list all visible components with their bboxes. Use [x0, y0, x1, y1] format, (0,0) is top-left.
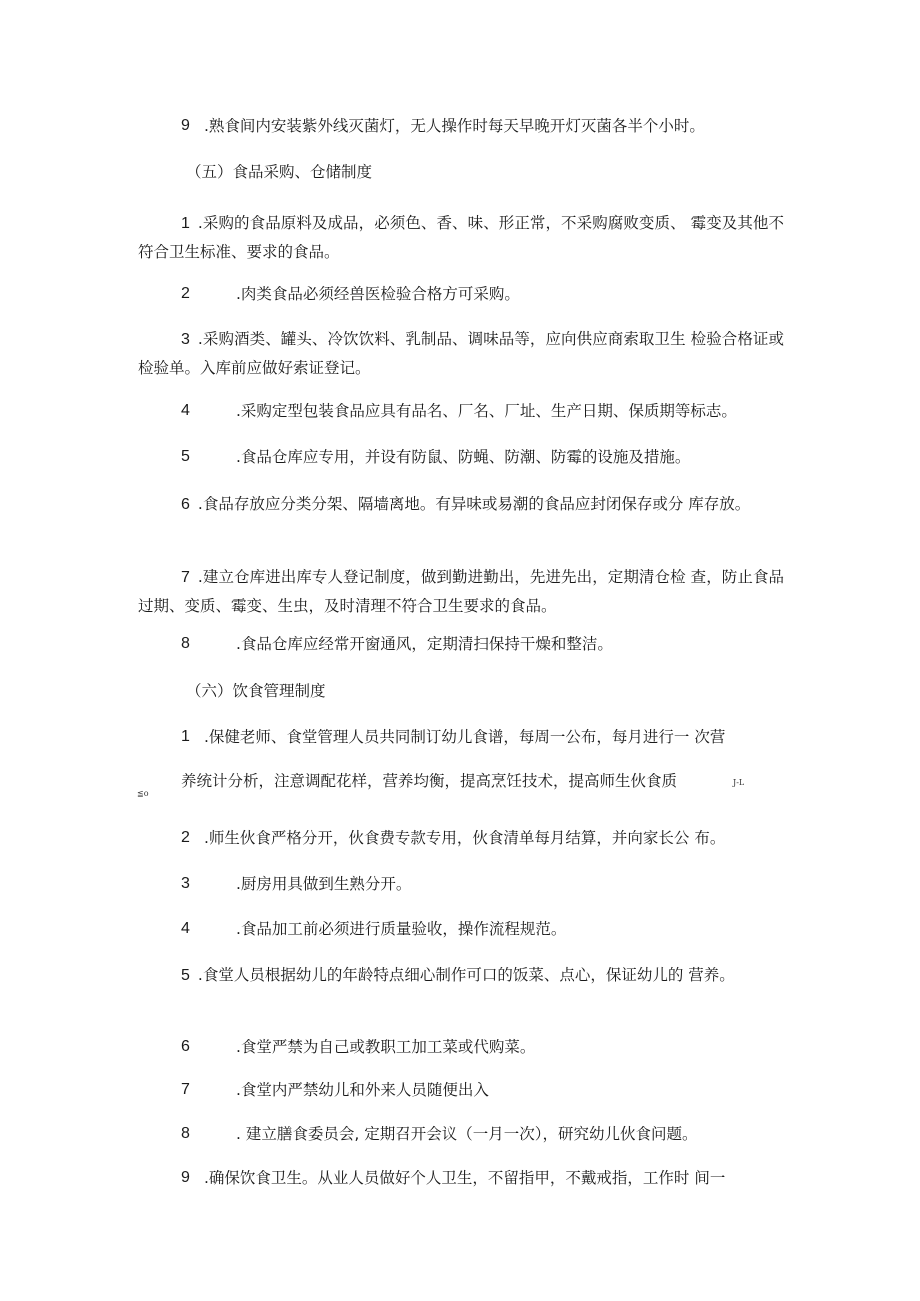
item-text: .采购定型包装食品应具有品名、厂名、厂址、生产日期、保质期等标志。: [236, 402, 737, 420]
section-heading: （六）饮食管理制度: [186, 682, 326, 700]
item-number: 5: [181, 448, 190, 465]
item-number: 7: [181, 569, 190, 586]
paragraph: [138, 563, 784, 621]
item-number: 1: [181, 215, 190, 232]
item-text: .食堂内严禁幼儿和外来人员随便出入: [236, 1081, 489, 1099]
item-number: 3: [181, 331, 190, 348]
item-text: .肉类食品必须经兽医检验合格方可采购。: [236, 285, 520, 303]
item-text: .采购酒类、罐头、冷饮饮料、乳制品、调味品等，应向供应商索取卫生 检验合格证或检验单。入库前应做好索证登记。: [138, 330, 784, 377]
section-heading: （五）食品采购、仓储制度: [186, 163, 373, 181]
item-text: .确保饮食卫生。从业人员做好个人卫生，不留指甲，不戴戒指，工作时 间一: [204, 1169, 726, 1187]
item-text: .师生伙食严格分开，伙食费专款专用，伙食清单每月结算，并向家长公 布。: [204, 829, 726, 847]
item-number: 5: [181, 967, 190, 984]
scan-artifact: ≦o: [137, 789, 149, 798]
scan-artifact: J-L: [733, 778, 745, 787]
item-number: 8: [181, 1125, 190, 1142]
item-text: .熟食间内安装紫外线灭菌灯，无人操作时每天早晚开灯灭菌各半个小时。: [204, 117, 705, 135]
paragraph: [138, 961, 784, 990]
item-number: 9: [181, 117, 190, 134]
item-number: 1: [181, 728, 190, 745]
paragraph: [138, 490, 784, 519]
item-text: .建立仓库进出库专人登记制度，做到勤进勤出，先进先出，定期清仓检 查，防止食品过期、变质、霉变、生虫，及时清理不符合卫生要求的食品。: [138, 568, 784, 615]
item-text: .食品仓库应专用，并设有防鼠、防蝇、防潮、防霉的设施及措施。: [236, 448, 691, 466]
paragraph: [138, 325, 784, 383]
item-number: 4: [181, 920, 190, 937]
item-number: 9: [181, 1169, 190, 1186]
item-number: 7: [181, 1081, 190, 1098]
item-text: .保健老师、食堂管理人员共同制订幼儿食谱，每周一公布，每月进行一 次营: [204, 728, 726, 746]
item-text: .食堂人员根据幼儿的年龄特点细心制作可口的饭菜、点心，保证幼儿的 营养。: [197, 966, 735, 984]
item-text: .食品加工前必须进行质量验收，操作流程规范。: [236, 920, 567, 938]
item-text: .采购的食品原料及成品，必须色、香、味、形正常，不采购腐败变质、 霉变及其他不符合卫生标准、要求的食品。: [138, 214, 784, 261]
item-text: . 建立膳食委员会, 定期召开会议（一月一次），研究幼儿伙食问题。: [236, 1125, 698, 1143]
item-number: 6: [181, 496, 190, 513]
item-text: .食堂严禁为自己或教职工加工菜或代购菜。: [236, 1038, 536, 1056]
item-number: 6: [181, 1038, 190, 1055]
item-number: 3: [181, 875, 190, 892]
item-text: .厨房用具做到生熟分开。: [236, 875, 412, 893]
item-text-continued: 养统计分析，注意调配花样，营养均衡，提高烹饪技术，提高师生伙食质: [181, 772, 678, 790]
item-number: 2: [181, 829, 190, 846]
item-number: 2: [181, 285, 190, 302]
item-number: 8: [181, 635, 190, 652]
item-text: .食品存放应分类分架、隔墙离地。有异味或易潮的食品应封闭保存或分 库存放。: [197, 495, 751, 513]
paragraph: [138, 209, 784, 267]
item-text: .食品仓库应经常开窗通风，定期清扫保持干燥和整洁。: [236, 635, 613, 653]
item-number: 4: [181, 402, 190, 419]
